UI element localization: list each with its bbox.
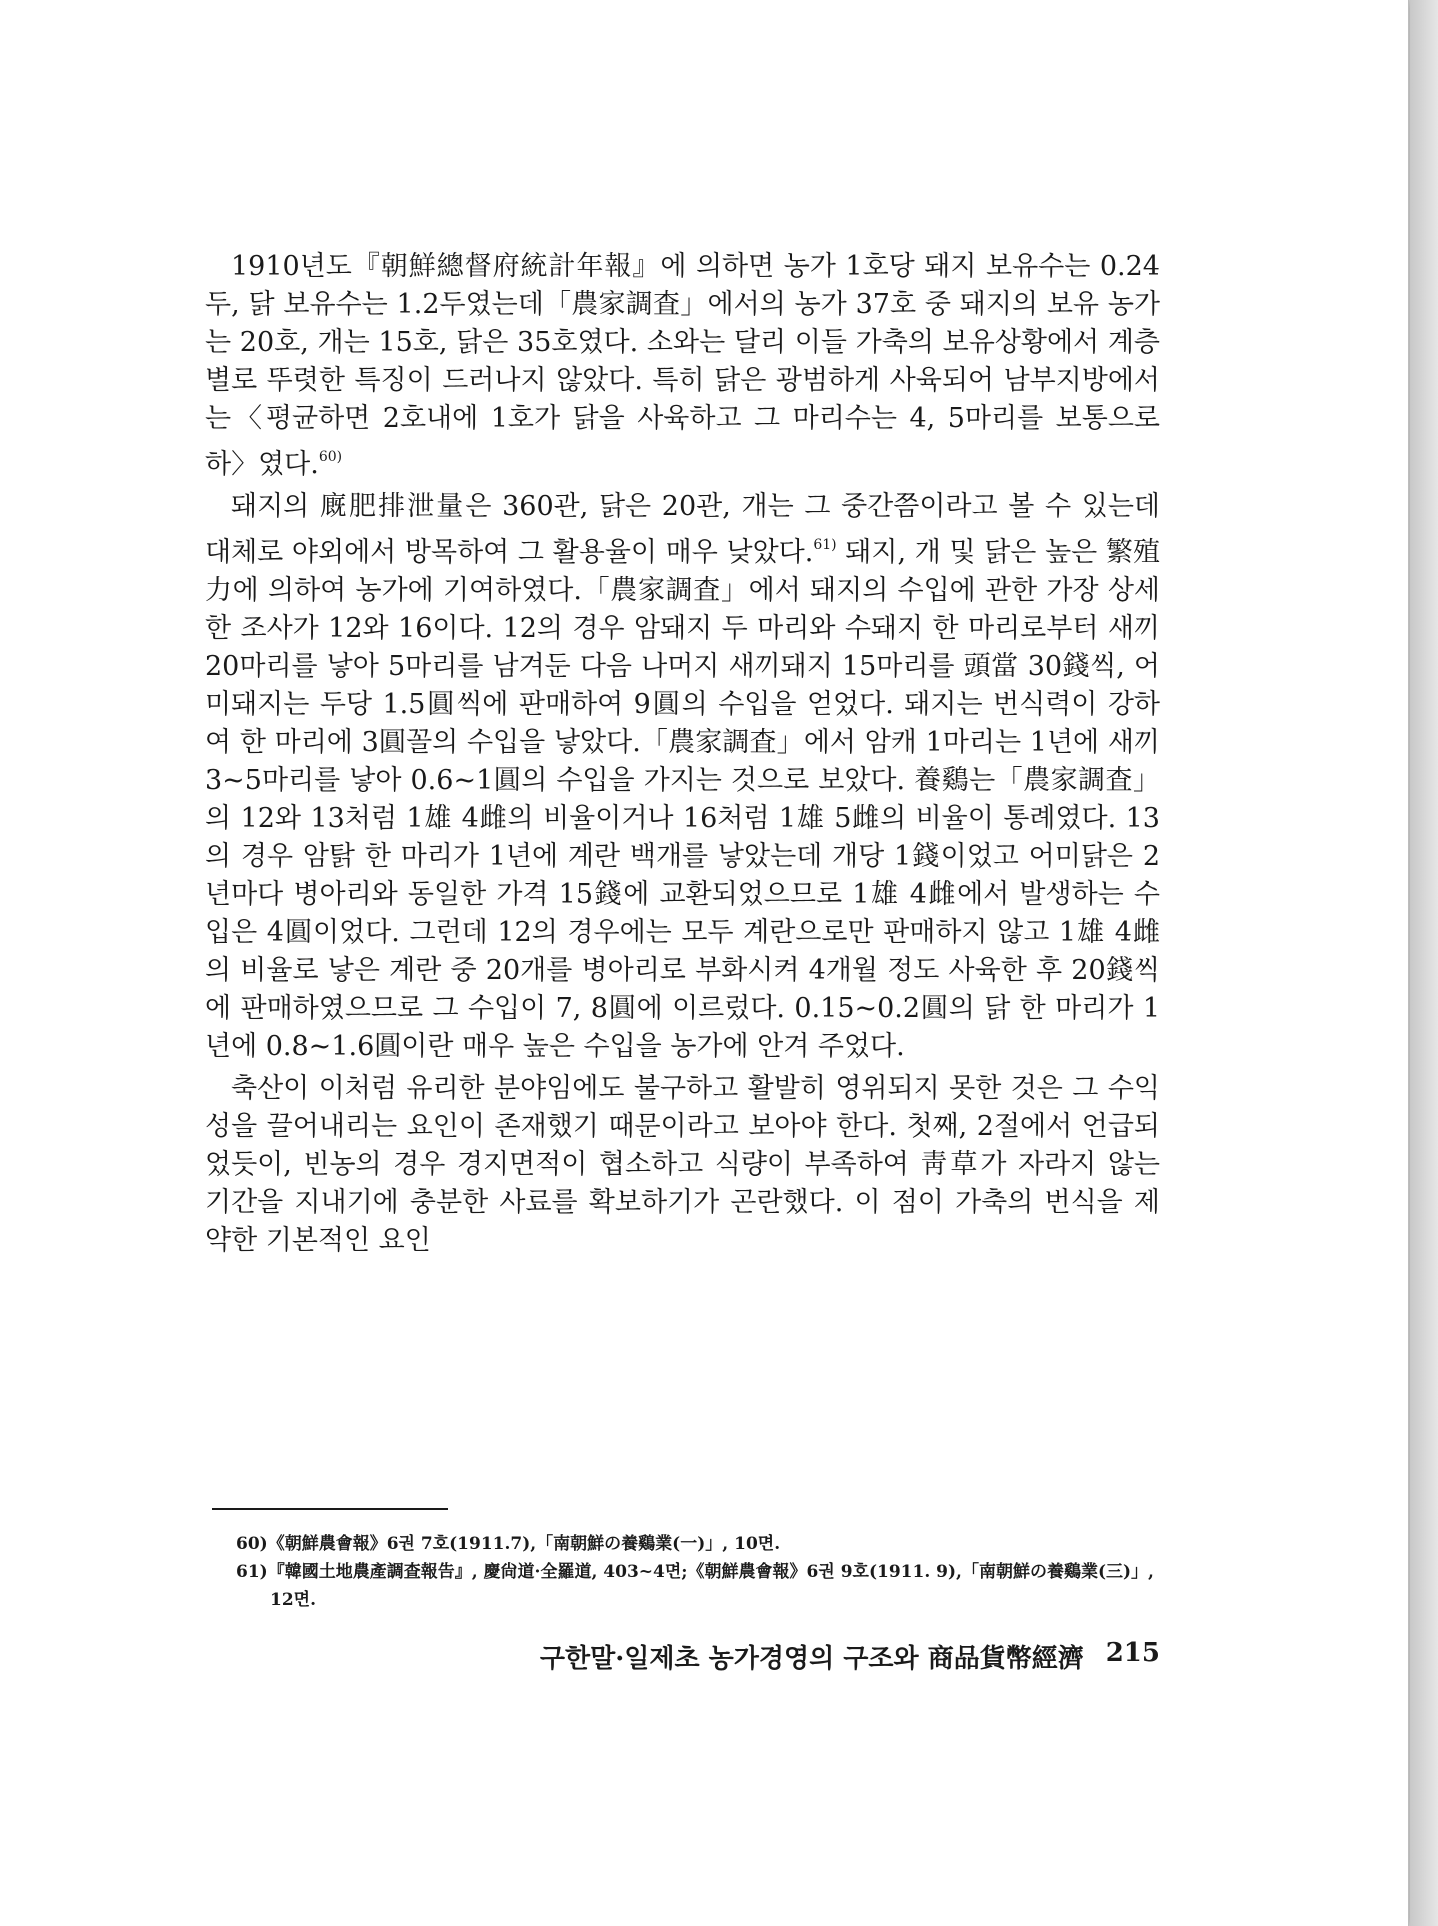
running-footer xyxy=(470,1638,1160,1675)
running-footer-title: 구한말·일제초 농가경영의 구조와 商品貨幣經濟 xyxy=(539,1644,1084,1674)
footnote-divider xyxy=(212,1508,448,1510)
paragraph-2-tail: 돼지, 개 및 닭은 높은 繁殖力에 의하여 농가에 기여하였다.「農家調査」에서 돼지의 수입에 관한 가장 상세한 조사가 12와 16이다. 12의 경우 암돼지 두 마리와 수돼지 한 마리로부터 새끼 20마리를 낳아 5마리를 남겨둔 다음 나머지 새끼돼지 15마리를 頭當 30錢씩, 어미돼지는 두당 1.5圓씩에 판매하여 9圓의 수입을 얻었다. 돼지는 번식력이 강하여 한 마리에 3圓꼴의 수입을 낳았다.「農家調査」에서 암캐 1마리는 1년에 새끼 3~5마리를 낳아 0.6~1圓의 수입을 가지는 것으로 보았다. 養鷄는「農家調査」의 12와 13처럼 1雄 4雌의 비율이거나 16처럼 1雄 5雌의 비율이 통례였다. 13의 경우 암탉 한 마리가 1년에 계란 백개를 낳았는데 개당 1錢이었고 어미닭은 2년마다 병아리와 동일한 가격 15錢에 교환되었으므로 1雄 4雌에서 발생하는 수입은 4圓이었다. 그런데 12의 경우에는 모두 계란으로만 판매하지 않고 1雄 4雌의 비율로 낳은 계란 중 20개를 병아리로 부화시켜 4개월 정도 사육한 후 20錢씩에 판매하였으므로 그 수입이 7, 8圓에 이르렀다. 0.15~0.2圓의 닭 한 마리가 1년에 0.8~1.6圓이란 매우 높은 수입을 농가에 안겨 주었다. xyxy=(205,537,1160,1062)
paragraph-2 xyxy=(205,488,1160,1066)
paragraph-3-text: 축산이 이처럼 유리한 분야임에도 불구하고 활발히 영위되지 못한 것은 그 수익성을 끌어내리는 요인이 존재했기 때문이라고 보아야 한다. 첫째, 2절에서 언급되었듯이, 빈농의 경우 경지면적이 협소하고 식량이 부족하여 靑草가 자라지 않는 기간을 지내기에 충분한 사료를 확보하기가 곤란했다. 이 점이 가축의 번식을 제약한 기본적인 요인 xyxy=(205,1073,1160,1256)
footnote-ref-60[interactable]: 60) xyxy=(318,449,343,465)
paragraph-1-text: 1910년도『朝鮮總督府統計年報』에 의하면 농가 1호당 돼지 보유수는 0.24두, 닭 보유수는 1.2두였는데「農家調査」에서의 농가 37호 중 돼지의 보유 농가는 20호, 개는 15호, 닭은 35호였다. 소와는 달리 이들 가축의 보유상황에서 계층별로 뚜렷한 특징이 드러나지 않았다. 특히 닭은 광범하게 사육되어 남부지방에서는〈평균하면 2호내에 1호가 닭을 사육하고 그 마리수는 4, 5마리를 보통으로 하〉였다. xyxy=(205,251,1160,480)
footnote-ref-61[interactable]: 61) xyxy=(813,537,837,553)
paragraph-2-text: 돼지의 廐肥排泄量은 360관, 닭은 20관, 개는 그 중간쯤이라고 볼 수 있는데 대체로 야외에서 방목하여 그 활용율이 매우 낮았다. xyxy=(205,491,1160,568)
footnote-60: 60)《朝鮮農會報》6권 7호(1911.7),「南朝鮮の養鷄業(一)」, 10면. xyxy=(236,1534,781,1554)
paragraph-3 xyxy=(205,1070,1160,1260)
body-text xyxy=(205,248,1160,1264)
paragraph-1 xyxy=(205,248,1160,484)
footnotes xyxy=(236,1530,1166,1614)
viewer-scroll-edge xyxy=(1410,0,1438,1926)
footnote-61: 61)『韓國土地農產調查報告』, 慶尙道·全羅道, 403~4면;《朝鮮農會報》6권 9호(1911. 9),「南朝鮮の養鷄業(三)」, 12면. xyxy=(236,1562,1154,1610)
page-number: 215 xyxy=(1105,1638,1160,1668)
